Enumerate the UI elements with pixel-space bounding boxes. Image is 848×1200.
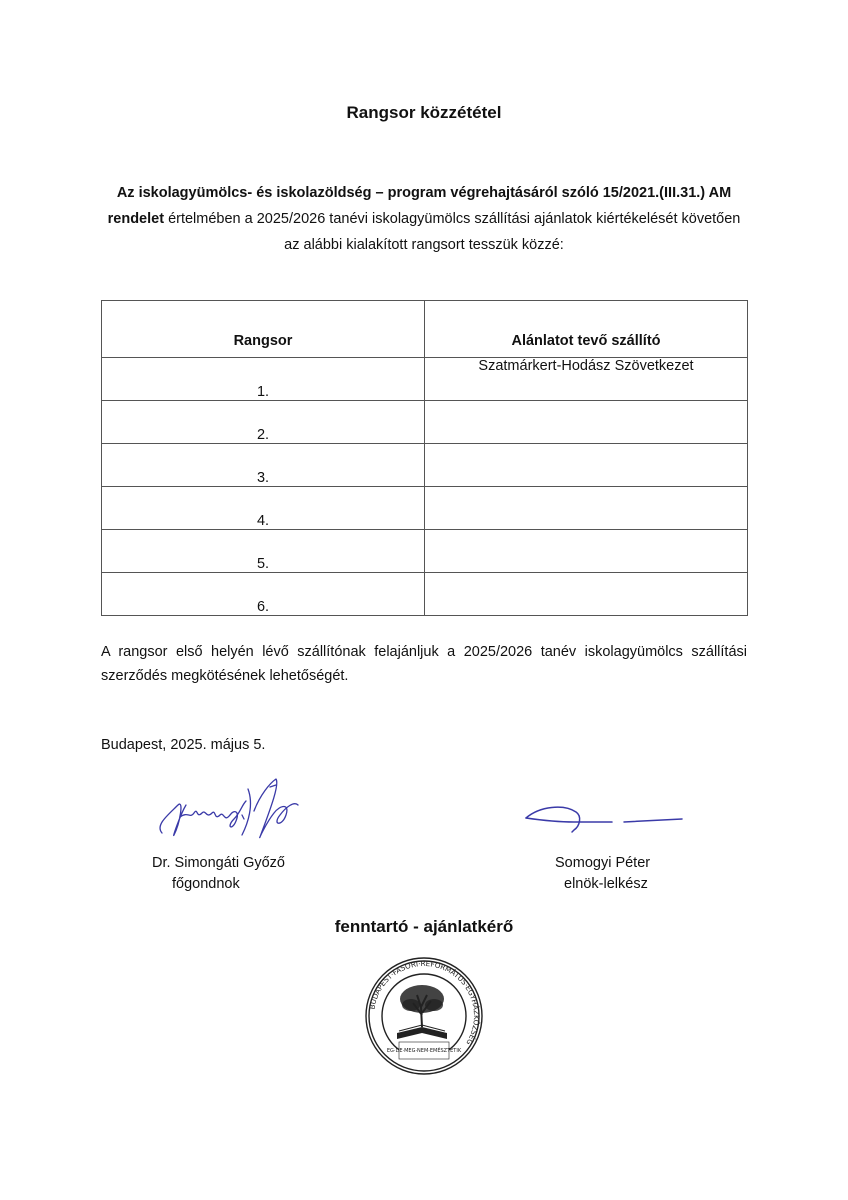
seal-ring-text: BUDAPEST·FASORI·REFORMÁTUS·EGYHÁZKÖZSÉG	[367, 958, 482, 1047]
table-row	[102, 401, 748, 444]
header-rank: Rangsor	[102, 301, 425, 358]
signer2-role: elnök-lelkész	[564, 876, 648, 892]
intro-paragraph	[100, 180, 748, 258]
church-seal-stamp	[359, 955, 489, 1077]
signer2-name: Somogyi Péter	[555, 855, 651, 871]
place-date: Budapest, 2025. május 5.	[101, 737, 266, 753]
rank-cell: 3.	[102, 444, 425, 487]
tree-and-book-icon	[397, 985, 447, 1039]
rank-cell: 5.	[102, 530, 425, 573]
footer-title: fenntartó - ajánlatkérő	[334, 917, 514, 936]
rank-cell: 1.	[102, 358, 425, 401]
signature-simongati	[150, 775, 310, 845]
document-title: Rangsor közzététel	[346, 103, 502, 122]
seal-motto: EG·DE·MEG·NEM·EMÉSZTETIK	[386, 1048, 462, 1054]
header-supplier: Alánlatot tevő szállító	[425, 301, 748, 358]
rank-cell: 2.	[102, 401, 425, 444]
supplier-cell	[425, 444, 748, 487]
table-header-row	[102, 301, 748, 358]
table-row	[102, 444, 748, 487]
closing-paragraph: A rangsor első helyén lévő szállítónak felajánljuk a 2025/2026 tanév iskolagyümölcs szállítási szerződés megkötésének lehetőségét.	[101, 644, 747, 684]
rank-cell: 6.	[102, 573, 425, 616]
ranking-table	[101, 300, 748, 616]
supplier-cell	[425, 530, 748, 573]
supplier-cell	[425, 487, 748, 530]
signer1-name: Dr. Simongáti Győző	[152, 855, 285, 871]
supplier-cell	[425, 401, 748, 444]
table-row	[102, 573, 748, 616]
table-row	[102, 358, 748, 401]
rank-cell: 4.	[102, 487, 425, 530]
intro-bold-text: Az iskolagyümölcs- és iskolazöldség – program végrehajtásáról szóló 15/2021.(III.31.) AM rendelet	[107, 185, 732, 227]
table-row	[102, 530, 748, 573]
supplier-cell: Szatmárkert-Hodász Szövetkezet	[425, 358, 748, 401]
signature-somogyi	[520, 800, 690, 836]
table-row	[102, 487, 748, 530]
supplier-cell	[425, 573, 748, 616]
intro-rest-text: értelmében a 2025/2026 tanévi iskolagyümölcs szállítási ajánlatok kiértékelését követően az alábbi kialakított rangsort tesszük közzé:	[164, 211, 741, 253]
signer1-role: főgondnok	[172, 876, 240, 892]
